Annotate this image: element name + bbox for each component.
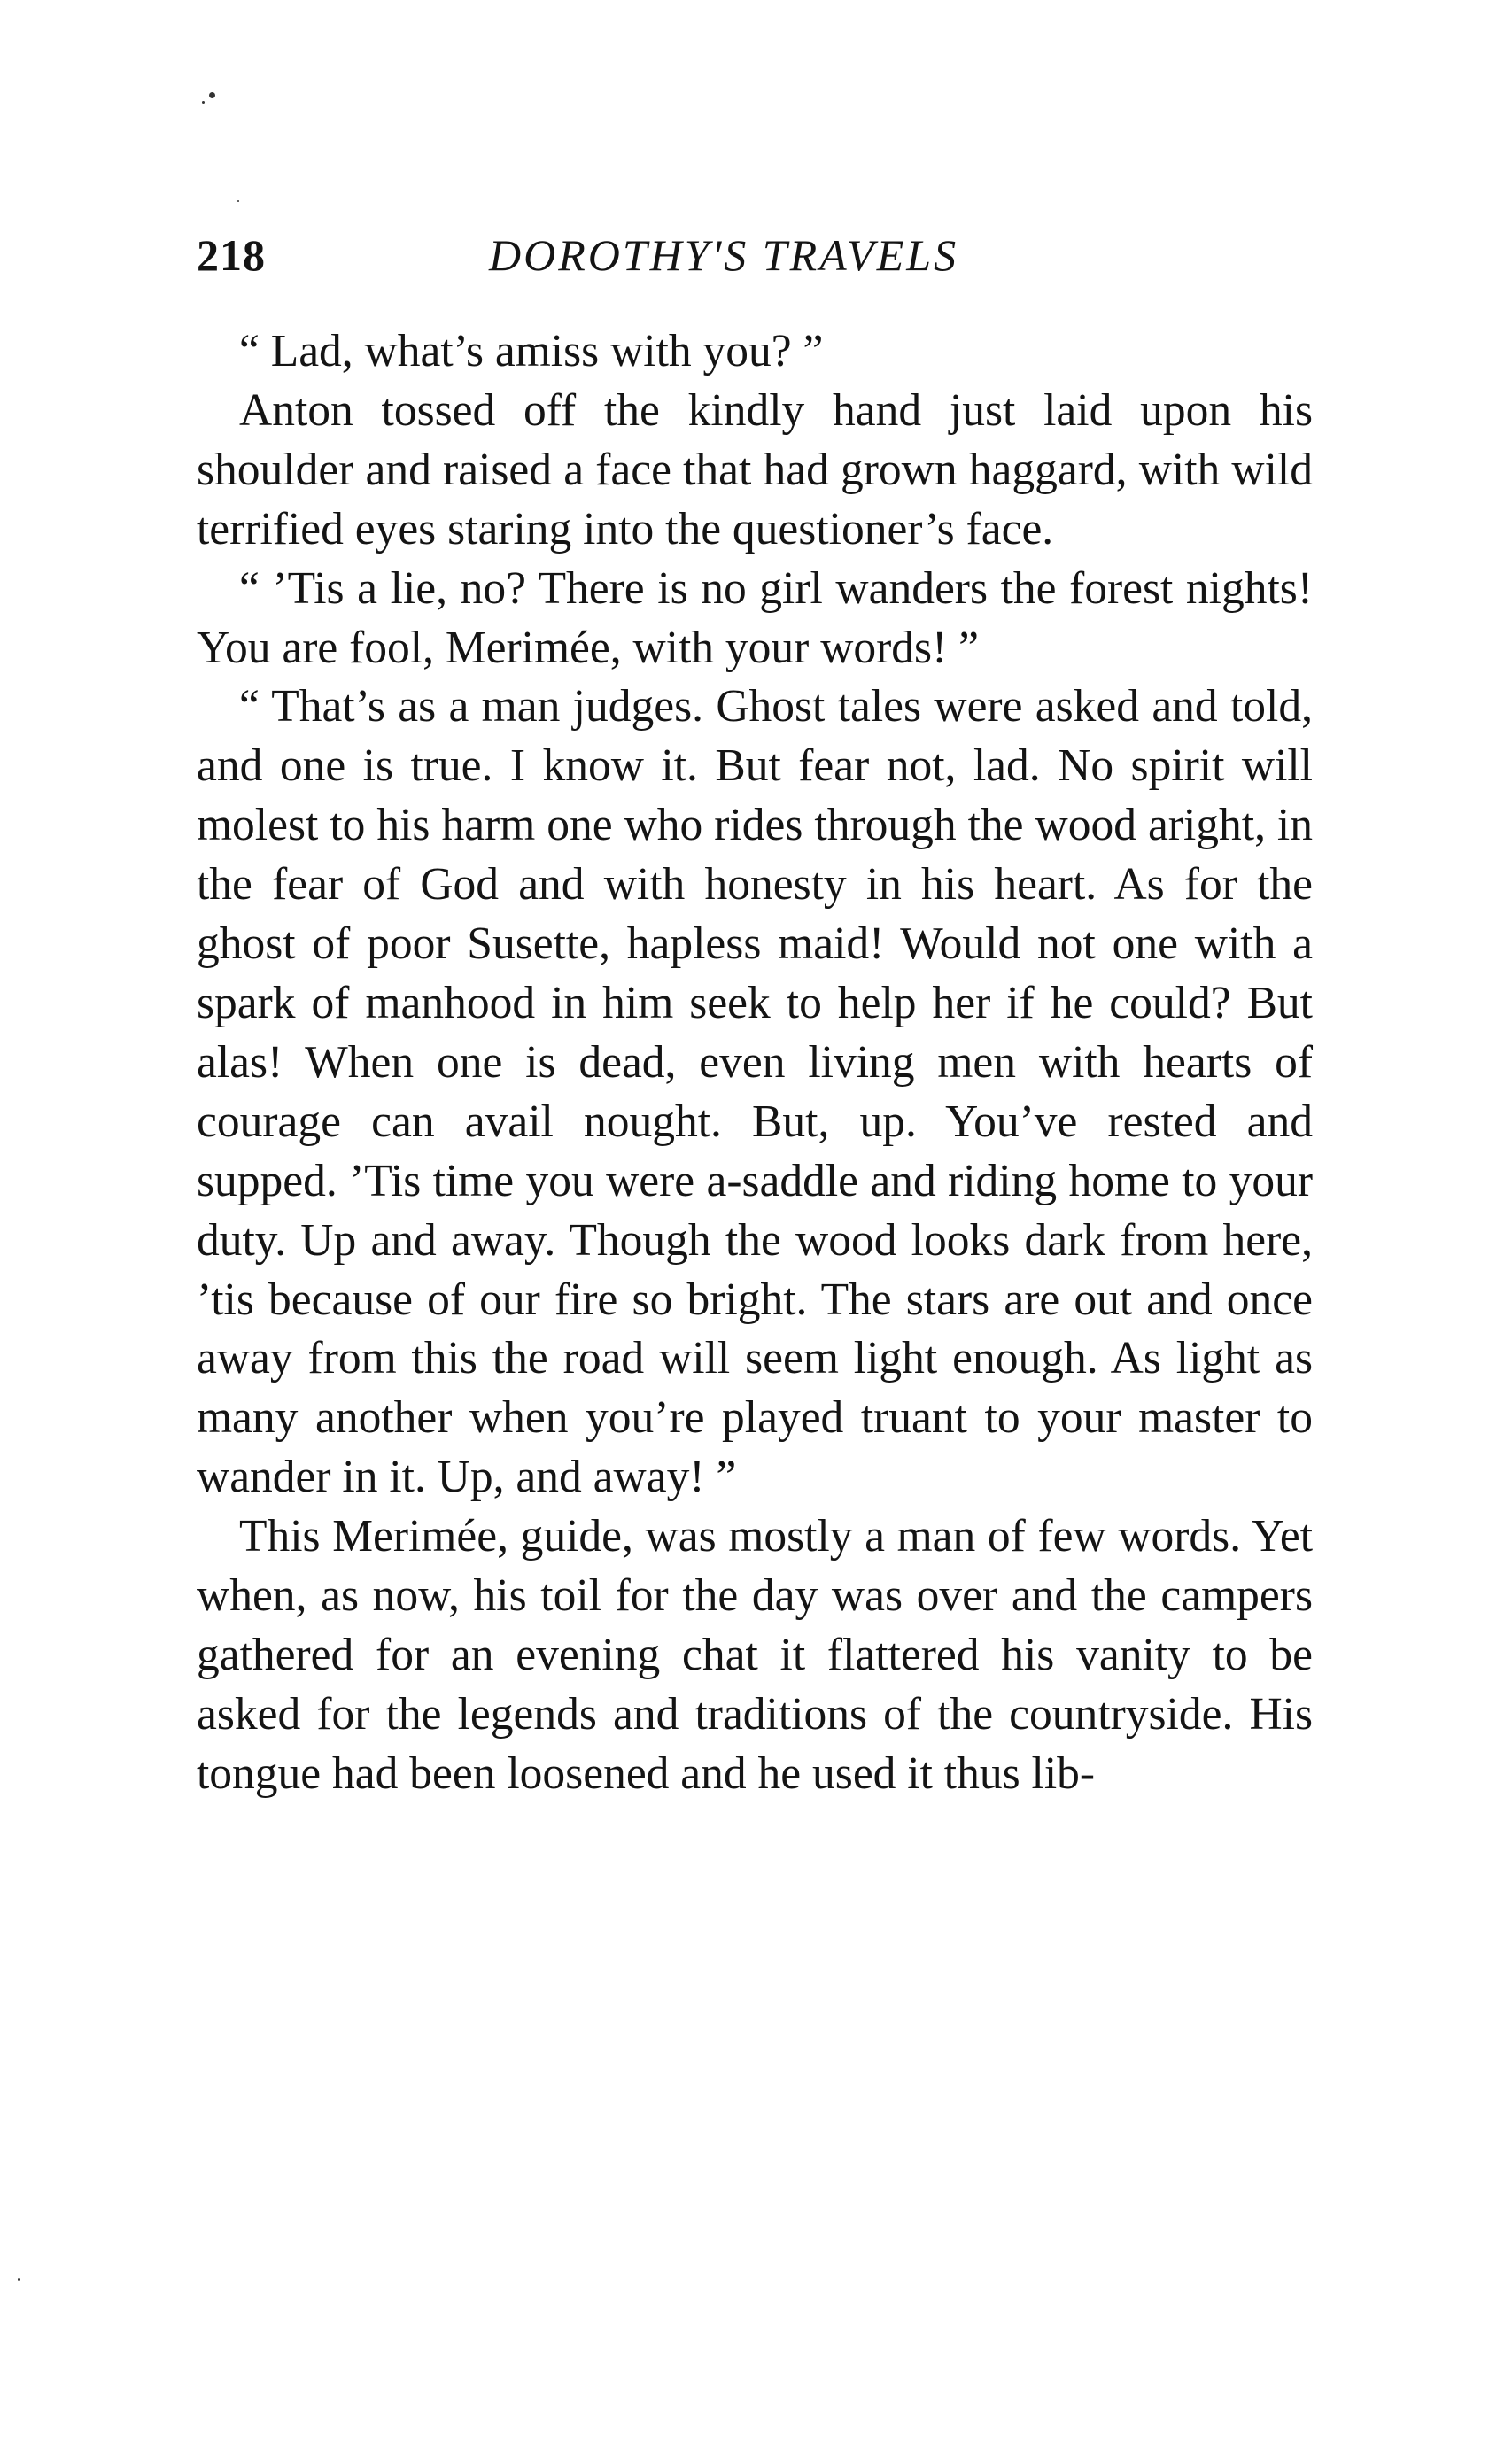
page-speck-3: [237, 200, 239, 202]
page-speck-2: [202, 101, 205, 104]
body-text: [197, 322, 1313, 1804]
page-speck-4: [18, 2278, 20, 2281]
page-speck-1: [209, 92, 215, 98]
paragraph: “ Lad, what’s amiss with you? ”: [239, 326, 824, 376]
paragraph: “ ’Tis a lie, no? There is no girl wanders the forest nights! You are fool, Merimée, with your words! ”: [197, 562, 1313, 673]
paragraph: “ That’s as a man judges. Ghost tales were asked and told, and one is true. I know it. But fear not, lad. No spirit will molest to his harm one who rides through the wood aright, in the fear of God and with honesty in his heart. As for the ghost of poor Susette, hapless maid! Would not one with a spark of manhood in him seek to help her if he could? But alas! When one is dead, even living men with hearts of courage can avail nought. But, up. You’ve rested and supped. ’Tis time you were a-saddle and riding home to your duty. Up and away. Though the wood looks dark from here, ’tis because of our fire so bright. The stars are out and once away from this the road will seem light enough. As light as many another when you’re played truant to your master to wander in it. Up, and away! ”: [197, 681, 1313, 1503]
paragraph: This Merimée, guide, was mostly a man of few words. Yet when, as now, his toil for the day was over and the campers gathered for an evening chat it flattered his vanity to be asked for the legends and traditions of the countryside. His tongue had been loosened and he used it thus lib-: [197, 1511, 1313, 1799]
running-title: DOROTHY'S TRAVELS: [489, 230, 959, 280]
paragraph: Anton tossed off the kindly hand just laid upon his shoulder and raised a face that had grown haggard, with wild terrified eyes staring into the questioner’s face.: [197, 384, 1313, 554]
page-number: 218: [197, 230, 266, 280]
page-header: [197, 220, 1313, 291]
